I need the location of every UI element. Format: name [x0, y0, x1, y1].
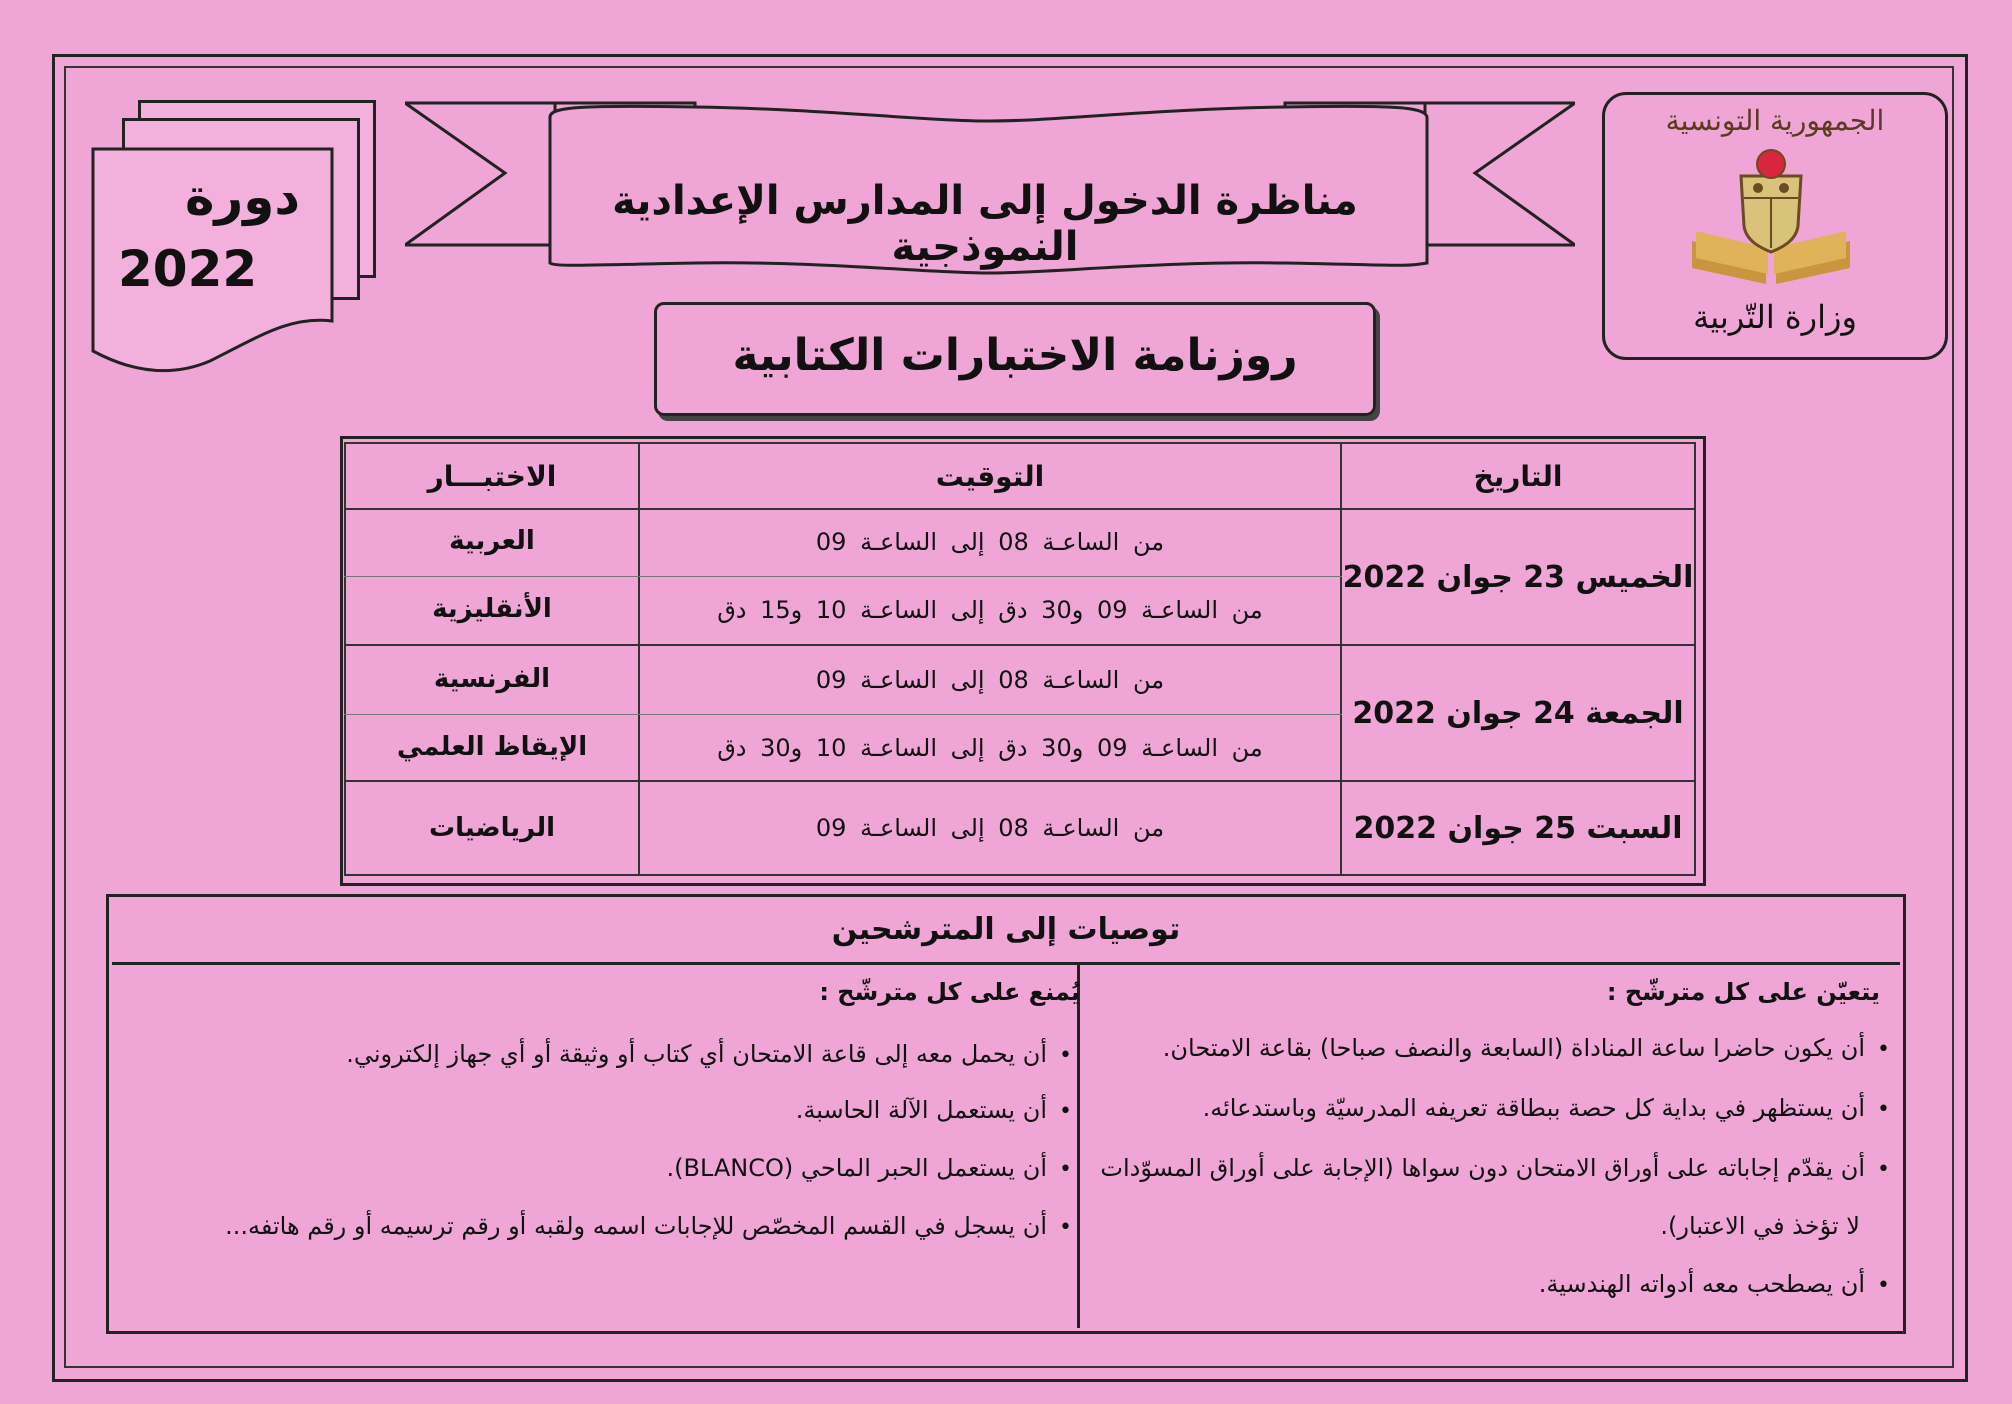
subtitle: روزنامة الاختبارات الكتابية: [732, 330, 1298, 381]
slot-exam: الرياضيات: [344, 780, 640, 876]
forbidden-item: •أن يستعمل الآلة الحاسبة.: [795, 1096, 1072, 1124]
bullet-icon: •: [1059, 1157, 1072, 1182]
slot-time: من الساعـة 09 و30 دق إلى الساعـة 10 و30 دق: [717, 734, 1263, 762]
bullet-icon: •: [1877, 1097, 1890, 1122]
header-date: التاريخ: [1340, 442, 1696, 510]
bullet-icon: •: [1059, 1099, 1072, 1124]
recommendations-header-divider: [112, 962, 1900, 965]
slot-time: من الساعـة 08 إلى الساعـة 09: [815, 666, 1165, 694]
bullet-icon: •: [1059, 1043, 1072, 1068]
slot-divider: [344, 714, 1342, 715]
date-cell: الخميس 23 جوان 2022: [1340, 508, 1696, 646]
slot-exam: الإيقاظ العلمي: [396, 732, 588, 762]
slot-exam: الأنقليزية: [432, 594, 552, 624]
session-label: دورة: [185, 168, 301, 226]
header-exam: الاختبـــار: [344, 442, 640, 510]
recommendations-title: توصيات إلى المترشحين: [831, 912, 1181, 947]
forbidden-item: •أن يستعمل الحبر الماحي (BLANCO).: [666, 1154, 1072, 1182]
ministry-label: وزارة التّربية: [1693, 298, 1857, 336]
slot-divider: [344, 576, 1342, 577]
required-item: •أن يصطحب معه أدواته الهندسية.: [1538, 1270, 1890, 1298]
slot-time: من الساعـة 08 إلى الساعـة 09: [638, 780, 1342, 876]
required-item: •أن يستظهر في بداية كل حصة ببطاقة تعريفه المدرسيّة وباستدعائه.: [1202, 1094, 1890, 1122]
date-cell: الجمعة 24 جوان 2022: [1340, 644, 1696, 782]
republic-label: الجمهورية التونسية: [1665, 104, 1885, 137]
header-time: التوقيت: [638, 442, 1342, 510]
exam-title: مناظرة الدخول إلى المدارس الإعدادية النموذجية: [612, 178, 1358, 270]
required-item-continuation: لا تؤخذ في الاعتبار).: [1660, 1212, 1860, 1240]
session-year: 2022: [118, 240, 258, 298]
slot-time: من الساعـة 09 و30 دق إلى الساعـة 10 و15 دق: [717, 596, 1263, 624]
forbidden-item: •أن يسجل في القسم المخصّص للإجابات اسمه ولقبه أو رقم ترسيمه أو رقم هاتفه...: [225, 1212, 1072, 1240]
slot-time: من الساعـة 08 إلى الساعـة 09: [815, 528, 1165, 556]
required-item: •أن يكون حاضرا ساعة المناداة (السابعة والنصف صباحا) بقاعة الامتحان.: [1162, 1034, 1890, 1062]
bullet-icon: •: [1877, 1273, 1890, 1298]
forbidden-item: •أن يحمل معه إلى قاعة الامتحان أي كتاب أو وثيقة أو أي جهاز إلكتروني.: [346, 1040, 1072, 1068]
bullet-icon: •: [1059, 1215, 1072, 1240]
required-item: •أن يقدّم إجاباته على أوراق الامتحان دون سواها (الإجابة على أوراق المسوّدات: [1100, 1154, 1890, 1182]
forbidden-heading: يُمنع على كل مترشّح :: [819, 978, 1080, 1006]
required-heading: يتعيّن على كل مترشّح :: [1606, 978, 1880, 1006]
coat-of-arms-icon: [1686, 136, 1856, 296]
slot-exam: الفرنسية: [433, 664, 551, 694]
bullet-icon: •: [1877, 1157, 1890, 1182]
recommendations-column-divider: [1077, 964, 1080, 1328]
slot-exam: العربية: [449, 526, 535, 556]
date-cell: السبت 25 جوان 2022: [1340, 780, 1696, 876]
bullet-icon: •: [1877, 1037, 1890, 1062]
